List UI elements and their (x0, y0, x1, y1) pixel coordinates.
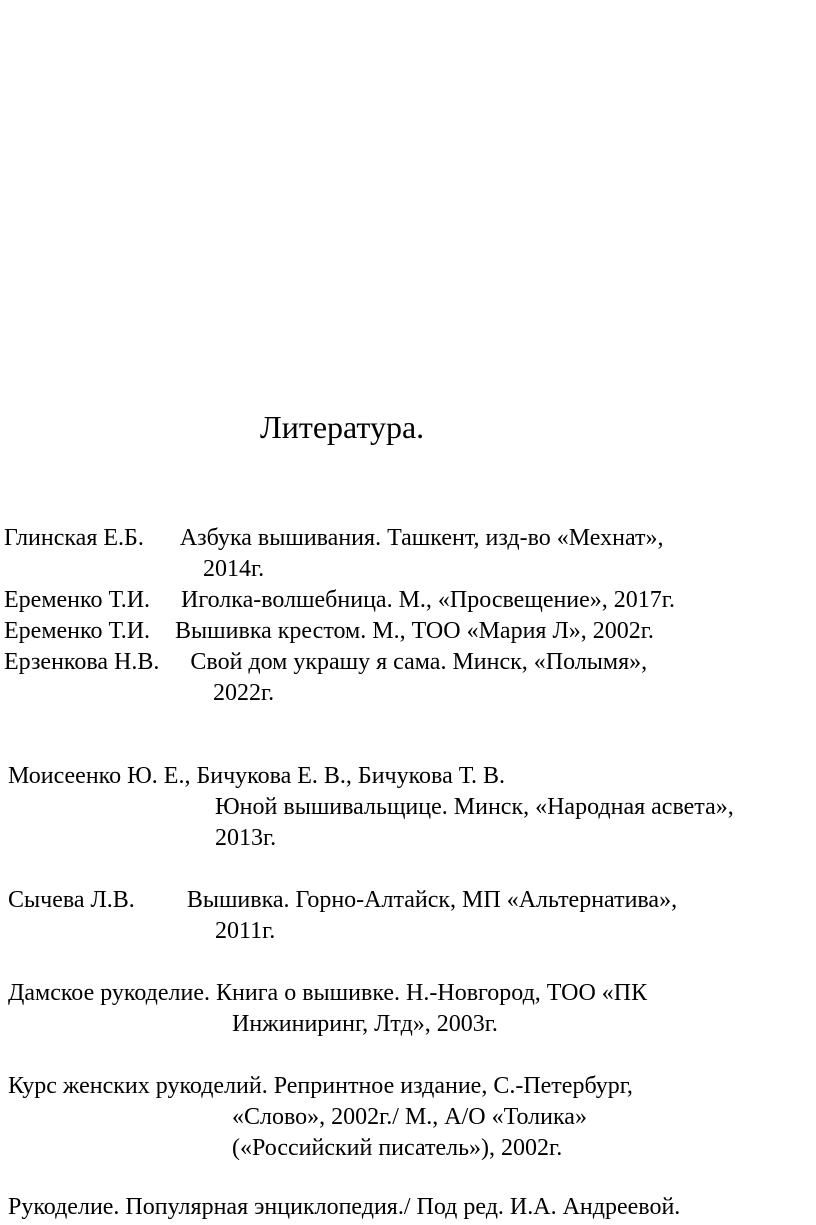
bibliography-entry (4, 616, 654, 646)
entry-text: Иголка-волшебница. М., «Просвещение», 2017г. (181, 587, 675, 613)
entry-continuation: «Слово», 2002г./ М., А/О «Толика» (232, 1104, 587, 1130)
entry-author: Глинская Е.Б. (4, 525, 144, 551)
entry-continuation: 2014г. (203, 556, 265, 582)
page-title: Литература. (260, 409, 425, 445)
entry-author: Еременко Т.И. (4, 587, 151, 613)
entry-continuation: («Российский писатель»), 2002г. (232, 1135, 563, 1161)
entry-author: Сычева Л.В. (8, 887, 135, 913)
entry-continuation: Инжиниринг, Лтд», 2003г. (232, 1011, 498, 1037)
bibliography-entry: Дамское рукоделие. Книга о вышивке. Н.-Новгород, ТОО «ПК (8, 980, 648, 1006)
entry-continuation: 2013г. (215, 825, 277, 851)
bibliography-entry (4, 647, 647, 677)
bibliography-entry-author: Моисеенко Ю. Е., Бичукова Е. В., Бичукова Т. В. (8, 763, 505, 789)
entry-text: Вышивка. Горно-Алтайск, МП «Альтернатива», (186, 887, 678, 913)
entry-author: Еременко Т.И. (4, 618, 151, 644)
entry-text: Азбука вышивания. Ташкент, изд-во «Мехнат», (179, 525, 664, 551)
bibliography-entry: Курс женских рукоделий. Репринтное издание, С.-Петербург, (8, 1073, 633, 1099)
bibliography-entry (4, 523, 663, 553)
entry-continuation: 2011г. (215, 918, 276, 944)
bibliography-entry (4, 585, 675, 615)
entry-continuation: 2022г. (213, 680, 275, 706)
entry-text: Свой дом украшу я сама. Минск, «Полымя», (190, 649, 648, 675)
entry-author: Ерзенкова Н.В. (4, 649, 160, 675)
entry-text: Вышивка крестом. М., ТОО «Мария Л», 2002г. (175, 618, 654, 644)
bibliography-entry (8, 885, 677, 915)
entry-text: Юной вышивальщице. Минск, «Народная асвета», (215, 794, 734, 820)
bibliography-entry: Рукоделие. Популярная энциклопедия./ Под ред. И.А. Андреевой. (8, 1194, 681, 1220)
